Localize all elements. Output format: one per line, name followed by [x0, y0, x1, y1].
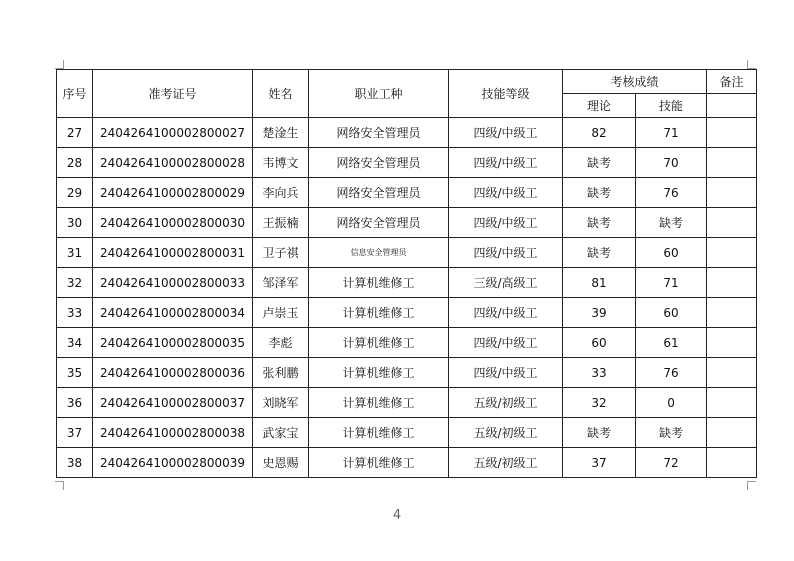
table-row [57, 328, 757, 358]
cell-exam-no: 2404264100002800027 [93, 118, 253, 148]
cell-name: 卢崇玉 [253, 298, 309, 328]
cell-name: 王振楠 [253, 208, 309, 238]
cell-index: 28 [57, 148, 93, 178]
cell-remark [707, 388, 757, 418]
cell-theory: 缺考 [563, 148, 636, 178]
cell-level: 五级/初级工 [449, 388, 563, 418]
cell-remark [707, 178, 757, 208]
cell-skill: 72 [636, 448, 707, 478]
cell-skill: 61 [636, 328, 707, 358]
cell-exam-no: 2404264100002800037 [93, 388, 253, 418]
cell-skill: 70 [636, 148, 707, 178]
cell-job: 网络安全管理员 [309, 118, 449, 148]
cell-index: 30 [57, 208, 93, 238]
crop-mark-bottom-right [747, 481, 756, 490]
header-exam-no: 准考证号 [93, 70, 253, 118]
header-index: 序号 [57, 70, 93, 118]
table-row [57, 238, 757, 268]
cell-exam-no: 2404264100002800036 [93, 358, 253, 388]
cell-index: 38 [57, 448, 93, 478]
cell-index: 31 [57, 238, 93, 268]
cell-job: 网络安全管理员 [309, 178, 449, 208]
cell-name: 韦博文 [253, 148, 309, 178]
cell-level: 四级/中级工 [449, 328, 563, 358]
cell-name: 史恩赐 [253, 448, 309, 478]
cell-job: 计算机维修工 [309, 298, 449, 328]
cell-level: 四级/中级工 [449, 238, 563, 268]
cell-remark [707, 118, 757, 148]
cell-index: 27 [57, 118, 93, 148]
table-row [57, 358, 757, 388]
cell-remark [707, 358, 757, 388]
header-name: 姓名 [253, 70, 309, 118]
cell-remark [707, 448, 757, 478]
crop-mark-bottom-left [55, 481, 64, 490]
header-row [57, 70, 757, 94]
cell-job: 计算机维修工 [309, 388, 449, 418]
cell-remark [707, 328, 757, 358]
cell-name: 卫子祺 [253, 238, 309, 268]
table-row [57, 388, 757, 418]
table-row [57, 208, 757, 238]
cell-remark [707, 418, 757, 448]
cell-job: 网络安全管理员 [309, 208, 449, 238]
cell-index: 36 [57, 388, 93, 418]
cell-index: 37 [57, 418, 93, 448]
cell-skill: 缺考 [636, 208, 707, 238]
cell-job: 计算机维修工 [309, 358, 449, 388]
cell-level: 四级/中级工 [449, 298, 563, 328]
cell-job: 计算机维修工 [309, 418, 449, 448]
header-skill: 技能 [636, 94, 707, 118]
table-row [57, 448, 757, 478]
cell-theory: 37 [563, 448, 636, 478]
cell-level: 四级/中级工 [449, 118, 563, 148]
cell-exam-no: 2404264100002800038 [93, 418, 253, 448]
cell-theory: 82 [563, 118, 636, 148]
cell-theory: 39 [563, 298, 636, 328]
header-job: 职业工种 [309, 70, 449, 118]
cell-theory: 缺考 [563, 208, 636, 238]
cell-index: 35 [57, 358, 93, 388]
cell-skill: 71 [636, 268, 707, 298]
cell-skill: 60 [636, 298, 707, 328]
cell-job: 计算机维修工 [309, 268, 449, 298]
cell-name: 武家宝 [253, 418, 309, 448]
cell-remark [707, 238, 757, 268]
cell-remark [707, 268, 757, 298]
cell-remark [707, 298, 757, 328]
cell-name: 张利鹏 [253, 358, 309, 388]
cell-exam-no: 2404264100002800031 [93, 238, 253, 268]
cell-index: 29 [57, 178, 93, 208]
cell-job: 信息安全管理员 [309, 238, 449, 268]
table-row [57, 298, 757, 328]
table-row [57, 118, 757, 148]
cell-name: 李向兵 [253, 178, 309, 208]
table-row [57, 178, 757, 208]
cell-skill: 0 [636, 388, 707, 418]
table-row [57, 268, 757, 298]
cell-level: 四级/中级工 [449, 358, 563, 388]
score-table [56, 69, 757, 478]
cell-skill: 缺考 [636, 418, 707, 448]
cell-level: 三级/高级工 [449, 268, 563, 298]
cell-theory: 32 [563, 388, 636, 418]
cell-exam-no: 2404264100002800034 [93, 298, 253, 328]
cell-exam-no: 2404264100002800030 [93, 208, 253, 238]
cell-level: 五级/初级工 [449, 448, 563, 478]
cell-level: 四级/中级工 [449, 148, 563, 178]
header-theory: 理论 [563, 94, 636, 118]
cell-name: 邹泽军 [253, 268, 309, 298]
header-score-group: 考核成绩 [563, 70, 707, 94]
cell-level: 四级/中级工 [449, 208, 563, 238]
cell-remark [707, 148, 757, 178]
cell-level: 四级/中级工 [449, 178, 563, 208]
cell-exam-no: 2404264100002800029 [93, 178, 253, 208]
page-number: 4 [392, 508, 402, 523]
cell-theory: 81 [563, 268, 636, 298]
cell-job: 计算机维修工 [309, 328, 449, 358]
crop-mark-top-right [747, 60, 756, 69]
cell-name: 刘晓军 [253, 388, 309, 418]
cell-index: 33 [57, 298, 93, 328]
header-remark-blank [707, 94, 757, 118]
cell-level: 五级/初级工 [449, 418, 563, 448]
cell-job: 网络安全管理员 [309, 148, 449, 178]
cell-theory: 缺考 [563, 418, 636, 448]
table-row [57, 418, 757, 448]
table-row [57, 148, 757, 178]
header-level: 技能等级 [449, 70, 563, 118]
header-remark: 备注 [707, 70, 757, 94]
cell-name: 楚淦生 [253, 118, 309, 148]
crop-mark-top-left [55, 60, 64, 69]
cell-name: 李彪 [253, 328, 309, 358]
cell-theory: 缺考 [563, 238, 636, 268]
cell-index: 34 [57, 328, 93, 358]
cell-exam-no: 2404264100002800028 [93, 148, 253, 178]
cell-job: 计算机维修工 [309, 448, 449, 478]
cell-theory: 缺考 [563, 178, 636, 208]
cell-skill: 71 [636, 118, 707, 148]
cell-theory: 33 [563, 358, 636, 388]
cell-exam-no: 2404264100002800033 [93, 268, 253, 298]
cell-theory: 60 [563, 328, 636, 358]
cell-skill: 76 [636, 178, 707, 208]
cell-skill: 60 [636, 238, 707, 268]
cell-exam-no: 2404264100002800039 [93, 448, 253, 478]
cell-index: 32 [57, 268, 93, 298]
cell-remark [707, 208, 757, 238]
cell-exam-no: 2404264100002800035 [93, 328, 253, 358]
cell-skill: 76 [636, 358, 707, 388]
